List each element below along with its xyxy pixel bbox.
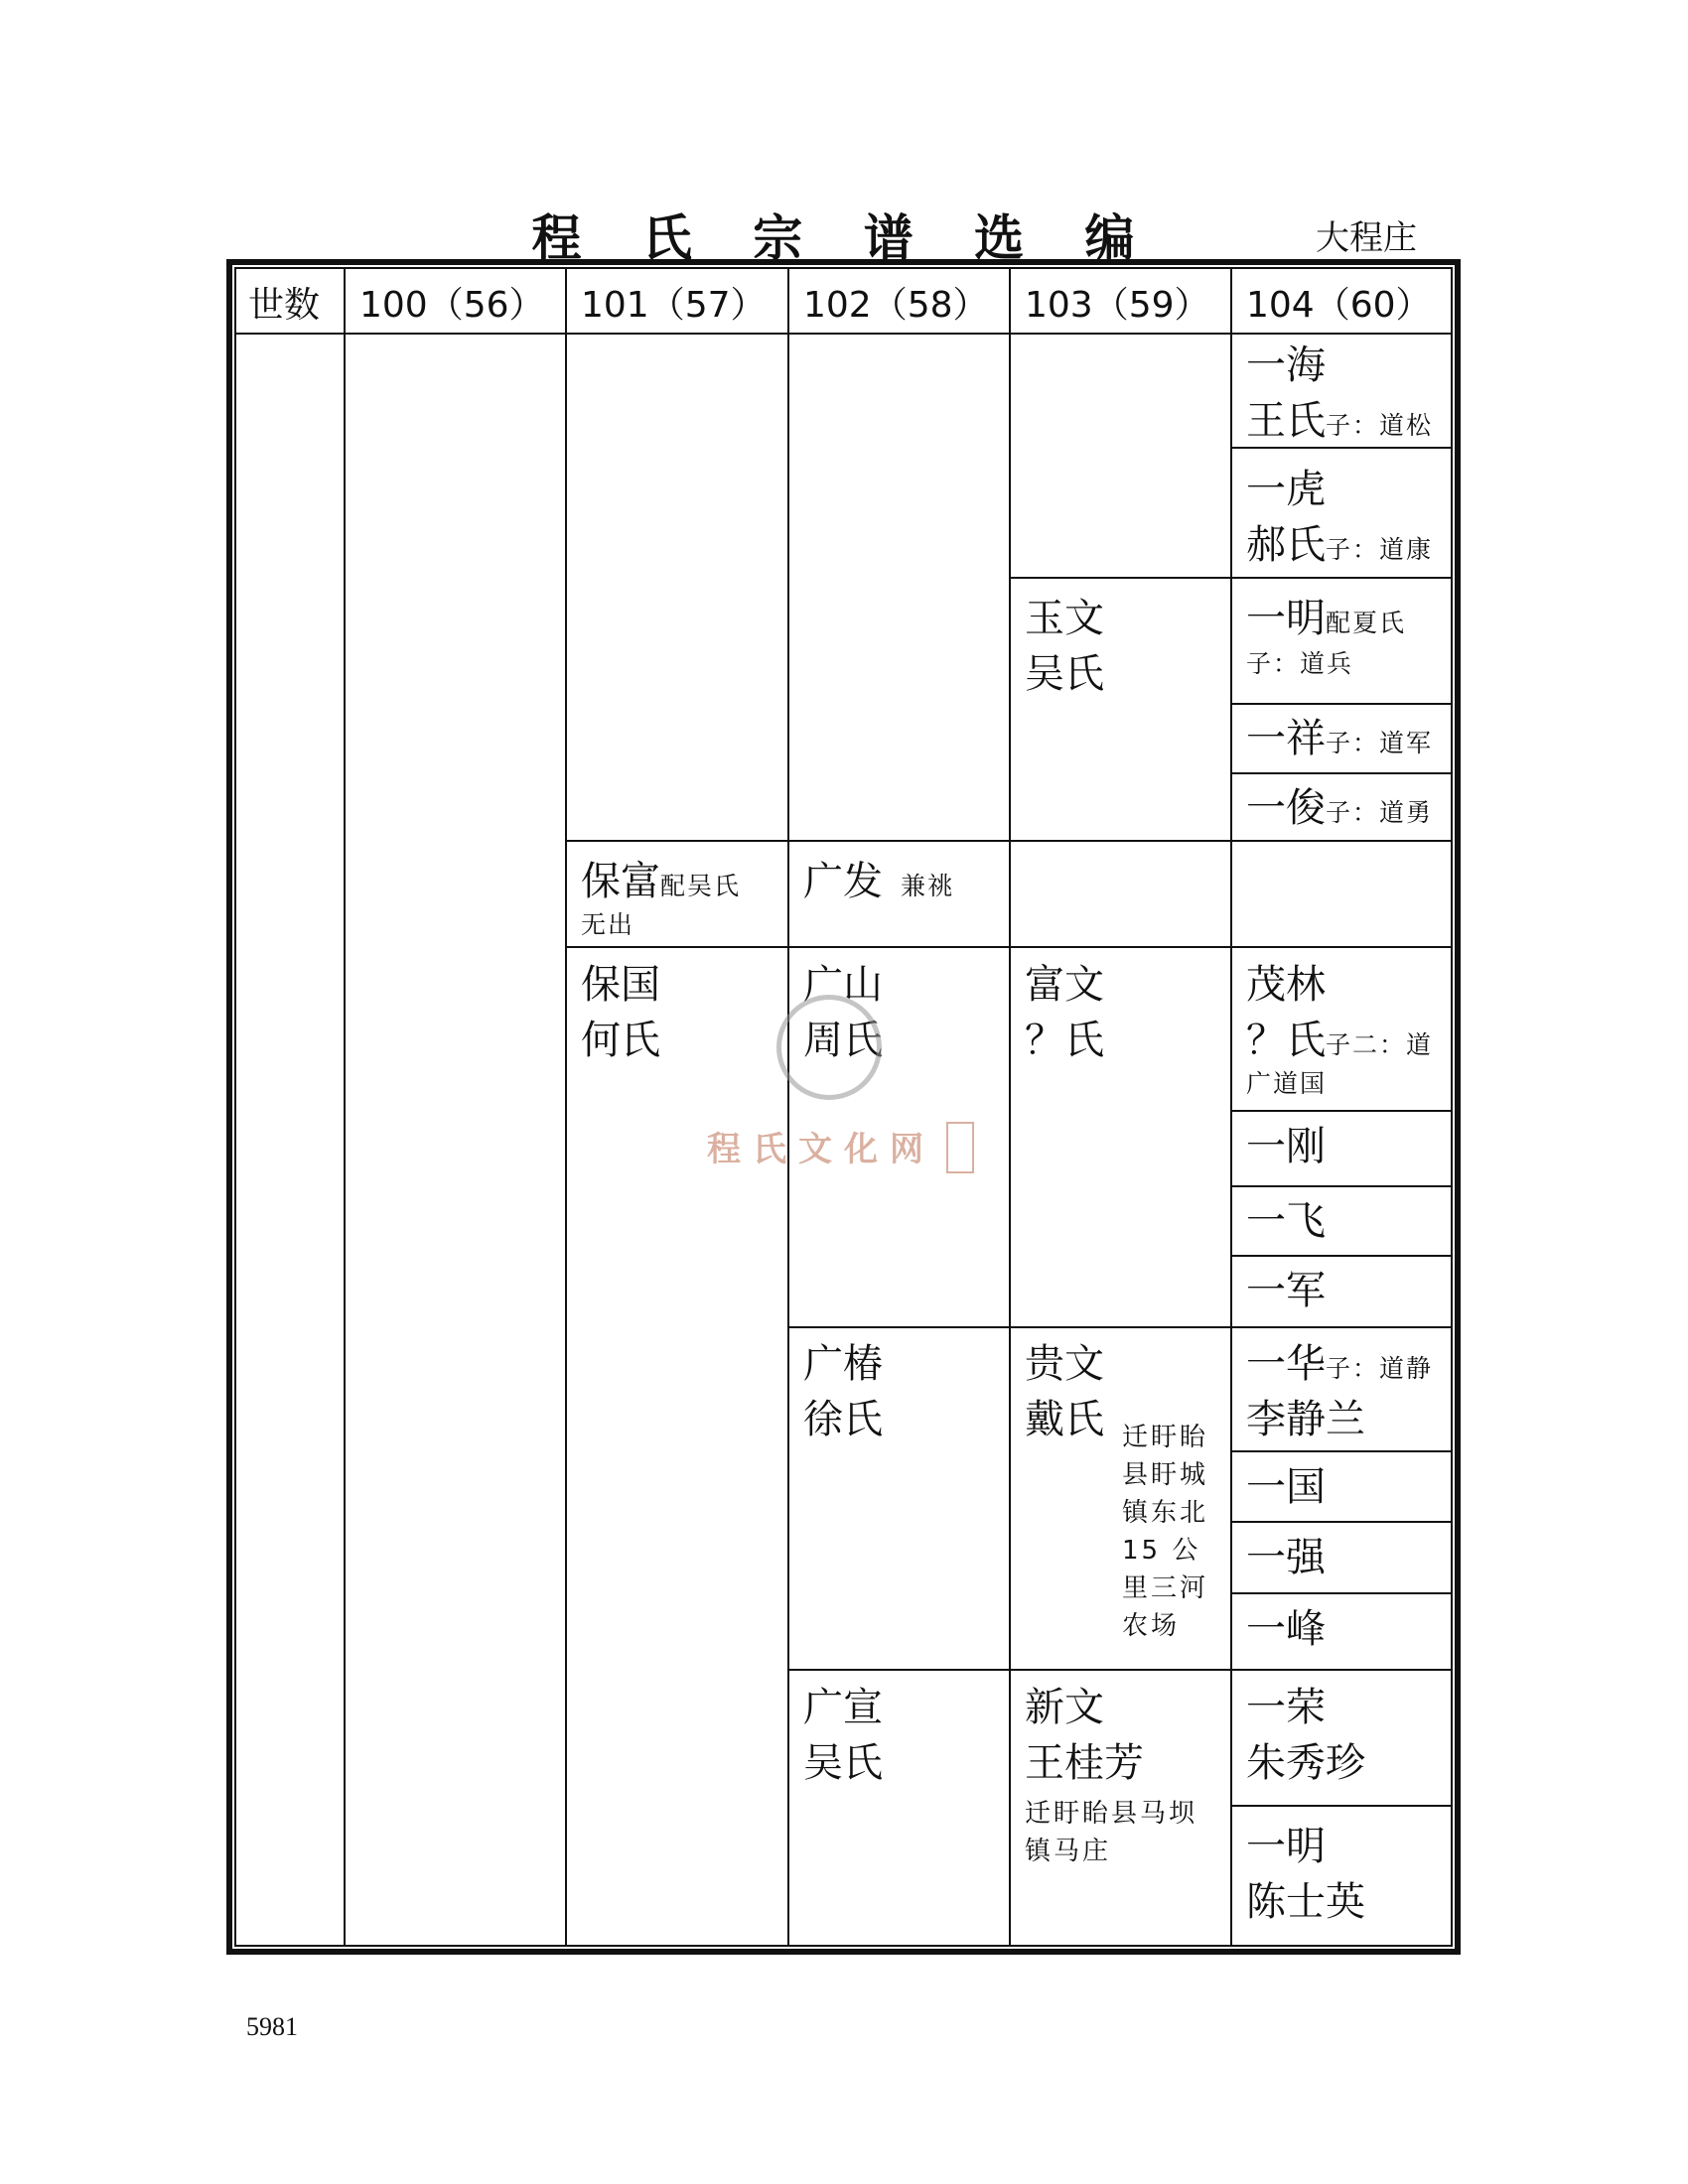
person-cell [581, 957, 660, 1068]
spouse-name: ？氏 [1246, 1018, 1326, 1063]
row-divider [1230, 772, 1453, 774]
person-name: 新文 [1025, 1685, 1104, 1730]
person-name: 一国 [1246, 1464, 1326, 1510]
spouse-name: 徐氏 [803, 1397, 883, 1442]
person-name: 一刚 [1246, 1124, 1326, 1169]
row-divider [1230, 1110, 1453, 1112]
column-divider [787, 267, 789, 1947]
person-note: 配吴氏 [660, 872, 742, 900]
header-gen-104: 104（60） [1246, 284, 1432, 326]
header-gen-101: 101（57） [581, 284, 767, 326]
spouse-name: 郝氏 [1246, 522, 1326, 568]
person-cell [1246, 462, 1433, 573]
person-name: 广椿 [803, 1341, 883, 1387]
spouse-name: 王桂芳 [1025, 1740, 1144, 1786]
person-cell [1246, 711, 1433, 766]
spouse-name: ？氏 [1025, 1018, 1104, 1063]
person-cell [1246, 1530, 1326, 1585]
migration-note: 迁盱眙县马坝镇马庄 [1025, 1799, 1198, 1866]
column-divider [1230, 267, 1232, 1947]
person-name: 一海 [1246, 342, 1326, 388]
person-name: 一飞 [1246, 1198, 1326, 1244]
migration-note: 迁盱眙县盱城镇东北15 公里三河农场 [1122, 1423, 1209, 1641]
person-name: 广宣 [803, 1685, 883, 1730]
column-divider [1009, 267, 1011, 1947]
person-cell [1246, 1119, 1326, 1174]
spouse-name: 周氏 [803, 1018, 883, 1063]
person-cell [1246, 957, 1433, 1100]
person-name: 保国 [581, 962, 660, 1008]
person-cell [1246, 338, 1433, 449]
person-note: 子：道勇 [1326, 798, 1434, 827]
person-cell [803, 1336, 883, 1447]
row-divider [1230, 1805, 1453, 1807]
row-divider [1230, 1521, 1453, 1523]
person-name: 广发 [803, 859, 883, 904]
row-divider [1230, 1450, 1453, 1452]
person-name: 富文 [1025, 962, 1104, 1008]
column-divider [344, 267, 346, 1947]
page-number: 5981 [246, 2012, 298, 2041]
person-name: 一明 [1246, 596, 1326, 641]
row-divider [787, 1326, 1453, 1328]
person-cell [1246, 1819, 1365, 1930]
person-cell [1025, 1680, 1144, 1791]
person-note: 子：道静 [1326, 1354, 1434, 1383]
spouse-name: 王氏 [1246, 398, 1326, 444]
watermark-stamp-icon [946, 1122, 974, 1173]
person-name: 保富 [581, 859, 660, 904]
header-gen-102: 102（58） [803, 284, 989, 326]
person-name: 一俊 [1246, 785, 1326, 831]
person-name: 玉文 [1025, 596, 1104, 641]
person-name: 一峰 [1246, 1606, 1326, 1652]
spouse-name: 李静兰 [1246, 1397, 1365, 1442]
person-cell [1246, 1459, 1326, 1515]
person-note: 子二：道 [1326, 1030, 1434, 1059]
row-divider [1230, 1185, 1453, 1187]
person-cell [1246, 1680, 1365, 1791]
person-name: 一明 [1246, 1824, 1326, 1869]
person-name: 一祥 [1246, 716, 1326, 761]
row-divider [565, 840, 1453, 842]
book-title: 程 氏 宗 谱 选 编 [531, 208, 1157, 267]
person-name: 一虎 [1246, 467, 1326, 512]
person-note: 子：道兵 [1246, 649, 1354, 678]
person-note: 广道国 [1246, 1069, 1328, 1098]
person-name: 一军 [1246, 1268, 1326, 1313]
person-cell [581, 854, 741, 941]
person-name: 一荣 [1246, 1685, 1326, 1730]
row-divider [787, 1669, 1453, 1671]
spouse-name: 吴氏 [1025, 651, 1104, 697]
spouse-name: 何氏 [581, 1018, 660, 1063]
person-note: 无出 [581, 910, 635, 939]
person-cell [1246, 591, 1406, 680]
person-cell [803, 1680, 883, 1791]
person-note: 子：道松 [1326, 411, 1434, 440]
person-name: 一强 [1246, 1535, 1326, 1580]
person-name: 茂林 [1246, 962, 1326, 1008]
person-cell [1025, 1336, 1104, 1447]
person-cell [1025, 957, 1104, 1068]
person-cell [1246, 1263, 1326, 1318]
person-cell [1246, 1601, 1326, 1657]
person-name: 贵文 [1025, 1341, 1104, 1387]
location-label: 大程庄 [1316, 218, 1417, 258]
header-gen-103: 103（59） [1025, 284, 1210, 326]
header-generation-label: 世数 [248, 284, 321, 326]
person-cell [1246, 780, 1433, 836]
column-divider [565, 267, 567, 1947]
row-divider [1230, 703, 1453, 705]
header-gen-100: 100（56） [359, 284, 545, 326]
spouse-name: 朱秀珍 [1246, 1740, 1365, 1786]
person-cell [803, 854, 954, 909]
person-name: 一华 [1246, 1341, 1326, 1387]
row-divider [1009, 577, 1453, 579]
person-cell [1025, 591, 1104, 702]
spouse-name: 戴氏 [1025, 1397, 1104, 1442]
watermark-text: 程氏文化网 [707, 1130, 935, 1169]
row-divider [565, 946, 1453, 948]
person-note: 兼祧 [901, 872, 955, 900]
row-divider [1230, 1255, 1453, 1257]
row-divider [1230, 1592, 1453, 1594]
person-note: 配夏氏 [1326, 609, 1407, 637]
watermark-seal-icon [776, 995, 882, 1100]
person-note: 子：道军 [1326, 729, 1434, 757]
person-cell [1246, 1193, 1326, 1249]
spouse-name: 吴氏 [803, 1740, 883, 1786]
spouse-name: 陈士英 [1246, 1879, 1365, 1925]
person-name: 广山 [803, 962, 883, 1008]
person-note: 子：道康 [1326, 535, 1434, 564]
person-cell [1246, 1336, 1433, 1447]
